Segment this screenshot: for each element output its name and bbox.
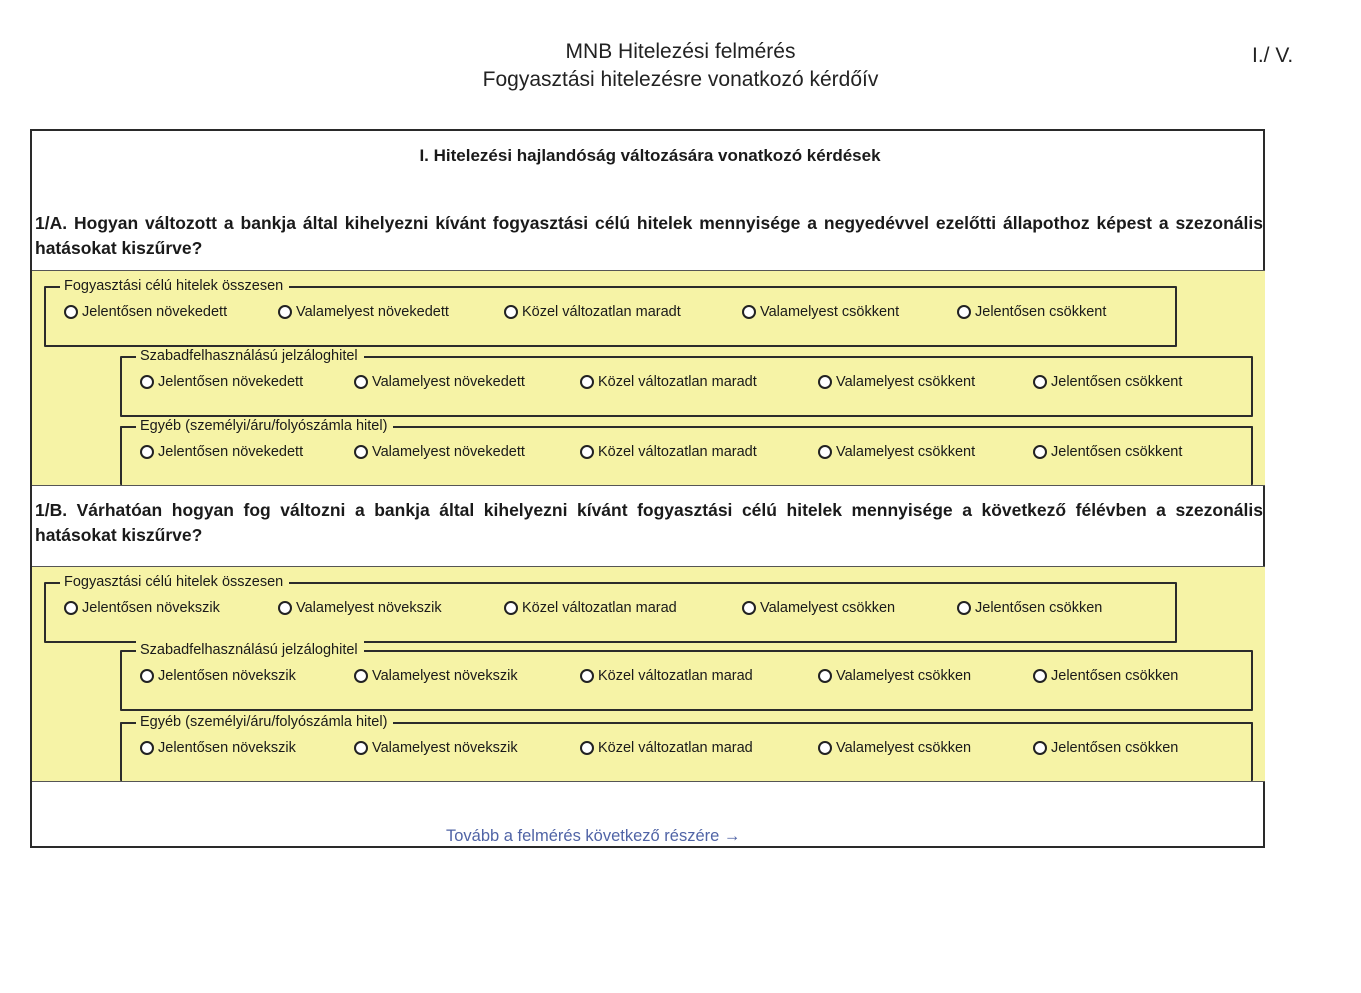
option-label: Valamelyest növekszik (372, 668, 518, 684)
fieldset-label: Fogyasztási célú hitelek összesen (60, 573, 289, 591)
option-label: Jelentősen csökkent (1051, 444, 1183, 460)
option-label: Jelentősen növekedett (158, 444, 304, 460)
radio-option[interactable] (580, 668, 753, 684)
radio-option[interactable] (140, 374, 303, 390)
radio-option[interactable] (742, 600, 895, 616)
option-label: Valamelyest csökken (836, 668, 972, 684)
option-label: Jelentősen csökken (1051, 668, 1179, 684)
radio-option[interactable] (354, 740, 518, 756)
radio-circle-icon[interactable] (818, 669, 832, 683)
radio-option[interactable] (1033, 740, 1178, 756)
radio-option[interactable] (354, 444, 525, 460)
radio-option[interactable] (504, 600, 677, 616)
radio-option[interactable] (504, 304, 681, 320)
radio-circle-icon[interactable] (580, 669, 594, 683)
option-label: Valamelyest növekedett (296, 304, 449, 320)
radio-circle-icon[interactable] (1033, 669, 1047, 683)
radio-option[interactable] (1033, 668, 1178, 684)
radio-option[interactable] (1033, 444, 1182, 460)
section-title: I. Hitelezési hajlandóság változására vonatkozó kérdések (419, 146, 881, 165)
radio-option[interactable] (140, 668, 296, 684)
option-label: Valamelyest növekszik (296, 600, 442, 616)
question-1a-answers (32, 270, 1265, 486)
radio-option[interactable] (580, 444, 757, 460)
radio-option[interactable] (580, 374, 757, 390)
radio-option[interactable] (818, 740, 971, 756)
radio-circle-icon[interactable] (354, 445, 368, 459)
option-label: Jelentősen csökken (975, 600, 1103, 616)
radio-circle-icon[interactable] (278, 601, 292, 615)
radio-circle-icon[interactable] (1033, 741, 1047, 755)
radio-option[interactable] (580, 740, 753, 756)
radio-option[interactable] (957, 304, 1106, 320)
radio-circle-icon[interactable] (504, 601, 518, 615)
radio-circle-icon[interactable] (818, 741, 832, 755)
radio-circle-icon[interactable] (742, 305, 756, 319)
fieldset-1a-other (120, 418, 1253, 485)
option-label: Valamelyest csökkent (836, 444, 976, 460)
radio-option[interactable] (818, 668, 971, 684)
radio-option[interactable] (818, 444, 975, 460)
fieldset-label: Egyéb (személyi/áru/folyószámla hitel) (136, 417, 393, 435)
radio-circle-icon[interactable] (580, 741, 594, 755)
radio-circle-icon[interactable] (580, 445, 594, 459)
option-label: Közel változatlan marad (598, 740, 753, 756)
option-label: Valamelyest csökkent (760, 304, 900, 320)
radio-option[interactable] (742, 304, 899, 320)
survey-subtitle: Fogyasztási hitelezésre vonatkozó kérdőív (482, 68, 879, 91)
option-label: Valamelyest növekedett (372, 444, 525, 460)
question-1b: 1/B. Várhatóan hogyan fog változni a bankja által kihelyezni kívánt fogyasztási célú hitelek mennyisége a következő félévben a szezonális hatásokat kiszűrve? (35, 500, 1263, 545)
radio-circle-icon[interactable] (504, 305, 518, 319)
radio-circle-icon[interactable] (140, 375, 154, 389)
fieldset-1a-total (44, 278, 1177, 347)
page-indicator: I./ V. (1252, 44, 1294, 67)
radio-circle-icon[interactable] (957, 601, 971, 615)
radio-option[interactable] (140, 740, 296, 756)
radio-circle-icon[interactable] (580, 375, 594, 389)
option-label: Jelentősen növekszik (158, 668, 296, 684)
option-label: Jelentősen növekedett (82, 304, 228, 320)
option-label: Valamelyest növekszik (372, 740, 518, 756)
option-label: Jelentősen csökken (1051, 740, 1179, 756)
fieldset-1a-mortgage (120, 348, 1253, 417)
radio-circle-icon[interactable] (818, 375, 832, 389)
radio-circle-icon[interactable] (64, 601, 78, 615)
radio-circle-icon[interactable] (1033, 375, 1047, 389)
fieldset-label: Szabadfelhasználású jelzáloghitel (136, 641, 364, 659)
radio-circle-icon[interactable] (818, 445, 832, 459)
option-label: Valamelyest csökken (760, 600, 896, 616)
option-label: Közel változatlan marad (522, 600, 677, 616)
fieldset-label: Egyéb (személyi/áru/folyószámla hitel) (136, 713, 393, 731)
radio-circle-icon[interactable] (957, 305, 971, 319)
fieldset-1b-other (120, 714, 1253, 781)
radio-circle-icon[interactable] (140, 445, 154, 459)
option-label: Közel változatlan maradt (598, 374, 757, 390)
radio-circle-icon[interactable] (140, 669, 154, 683)
radio-circle-icon[interactable] (140, 741, 154, 755)
radio-circle-icon[interactable] (1033, 445, 1047, 459)
option-label: Valamelyest növekedett (372, 374, 525, 390)
radio-option[interactable] (818, 374, 975, 390)
option-label: Jelentősen növekszik (158, 740, 296, 756)
option-label: Közel változatlan maradt (598, 444, 757, 460)
radio-circle-icon[interactable] (64, 305, 78, 319)
option-label: Jelentősen növekedett (158, 374, 304, 390)
fieldset-label: Szabadfelhasználású jelzáloghitel (136, 347, 364, 365)
radio-option[interactable] (957, 600, 1102, 616)
question-1a: 1/A. Hogyan változott a bankja által kihelyezni kívánt fogyasztási célú hitelek mennyisége a negyedévvel ezelőtti állapothoz képest a szezonális hatásokat kiszűrve? (35, 213, 1263, 258)
radio-circle-icon[interactable] (354, 741, 368, 755)
option-label: Valamelyest csökken (836, 740, 972, 756)
radio-option[interactable] (278, 600, 442, 616)
question-1b-answers (32, 566, 1265, 782)
next-section-link[interactable]: Tovább a felmérés következő részére → (446, 827, 741, 845)
fieldset-label: Fogyasztási célú hitelek összesen (60, 277, 289, 295)
radio-option[interactable] (140, 444, 303, 460)
radio-circle-icon[interactable] (354, 669, 368, 683)
radio-option[interactable] (354, 668, 518, 684)
option-label: Jelentősen növekszik (82, 600, 220, 616)
radio-circle-icon[interactable] (742, 601, 756, 615)
radio-option[interactable] (64, 304, 227, 320)
radio-option[interactable] (354, 374, 525, 390)
radio-option[interactable] (278, 304, 449, 320)
option-label: Közel változatlan maradt (522, 304, 681, 320)
option-label: Valamelyest csökkent (836, 374, 976, 390)
survey-title: MNB Hitelezési felmérés (565, 40, 796, 63)
option-label: Közel változatlan marad (598, 668, 753, 684)
option-label: Jelentősen csökkent (1051, 374, 1183, 390)
radio-circle-icon[interactable] (354, 375, 368, 389)
fieldset-1b-mortgage (120, 642, 1253, 711)
fieldset-1b-total (44, 574, 1177, 643)
option-label: Jelentősen csökkent (975, 304, 1107, 320)
radio-option[interactable] (64, 600, 220, 616)
radio-circle-icon[interactable] (278, 305, 292, 319)
radio-option[interactable] (1033, 374, 1182, 390)
